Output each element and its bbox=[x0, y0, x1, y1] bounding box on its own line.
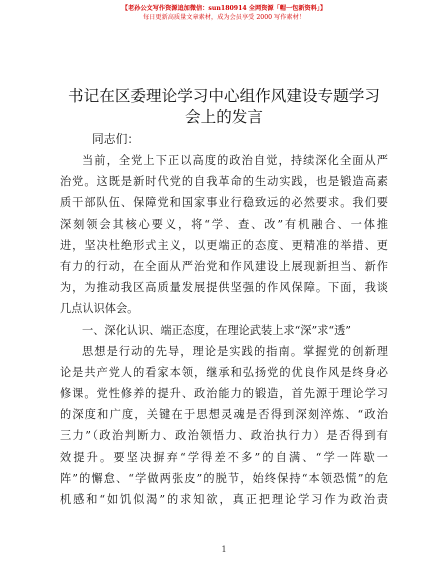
salutation: 同志们： bbox=[92, 132, 140, 146]
title-line-1: 书记在区委理论学习中心组作风建设专题学习 bbox=[68, 87, 380, 105]
body-line: 思想是行动的先导，理论是实践的指南。掌握党的创新理 bbox=[82, 344, 388, 358]
body-line: 效提升。要坚决摒弃“学得差不多”的自满、“学一阵歇一 bbox=[60, 450, 388, 464]
header-banner bbox=[0, 4, 448, 22]
body-line: 有力的行动，在全面从严治党和作风建设上展现新担当、新作 bbox=[60, 259, 388, 273]
body-line: 深刻领会其核心要义，将“学、查、改”有机融合、一体推 bbox=[60, 217, 388, 231]
banner-line-1: 【老孙公文写作资源追加微信：sun180914 全网资源「帽一包新资料」】 bbox=[121, 5, 327, 12]
title-line-2: 会上的发言 bbox=[185, 108, 263, 126]
page-number: 1 bbox=[221, 545, 227, 554]
body-line: 阵”的懈怠、“学做两张皮”的脱节，始终保持“本领恐慌”的危 bbox=[60, 471, 388, 485]
body-line: 三力”（政治判断力、政治领悟力、政治执行力）是否得到有 bbox=[60, 429, 388, 443]
document-title bbox=[60, 86, 388, 128]
body-line: 为，为推动我区高质量发展提供坚强的作风保障。下面，我谈 bbox=[60, 281, 388, 295]
banner-line-2: 每日更新高质量文章素材，成为会员享受 2000 写作素材！ bbox=[143, 14, 305, 21]
body-line: 当前，全党上下正以高度的政治自觉，持续深化全面从严 bbox=[82, 154, 388, 167]
body-line: 的深度和广度，关键在于思想灵魂是否得到深刻淬炼、“政治 bbox=[60, 408, 388, 422]
document-body bbox=[60, 150, 388, 510]
section-heading: 一、深化认识、端正态度，在理论武装上求“深”求“透” bbox=[82, 323, 352, 337]
body-line: 机感和“如饥似渴”的求知欲，真正把理论学习作为政治责 bbox=[60, 493, 388, 506]
body-line: 进，坚决杜绝形式主义，以更端正的态度、更精准的举措、更 bbox=[60, 238, 388, 252]
body-line: 几点认识体会。 bbox=[60, 302, 139, 316]
body-line: 治党。这既是新时代党的自我革命的生动实践，也是锻造高素 bbox=[60, 175, 388, 189]
body-line: 质干部队伍、保障党和国家事业行稳致远的必然要求。我们要 bbox=[60, 196, 388, 210]
body-line: 论是共产党人的看家本领，继承和弘扬党的优良作风是终身必 bbox=[60, 365, 388, 379]
body-line: 修课。党性修养的提升、政治能力的锻造，首先源于理论学习 bbox=[60, 387, 388, 401]
